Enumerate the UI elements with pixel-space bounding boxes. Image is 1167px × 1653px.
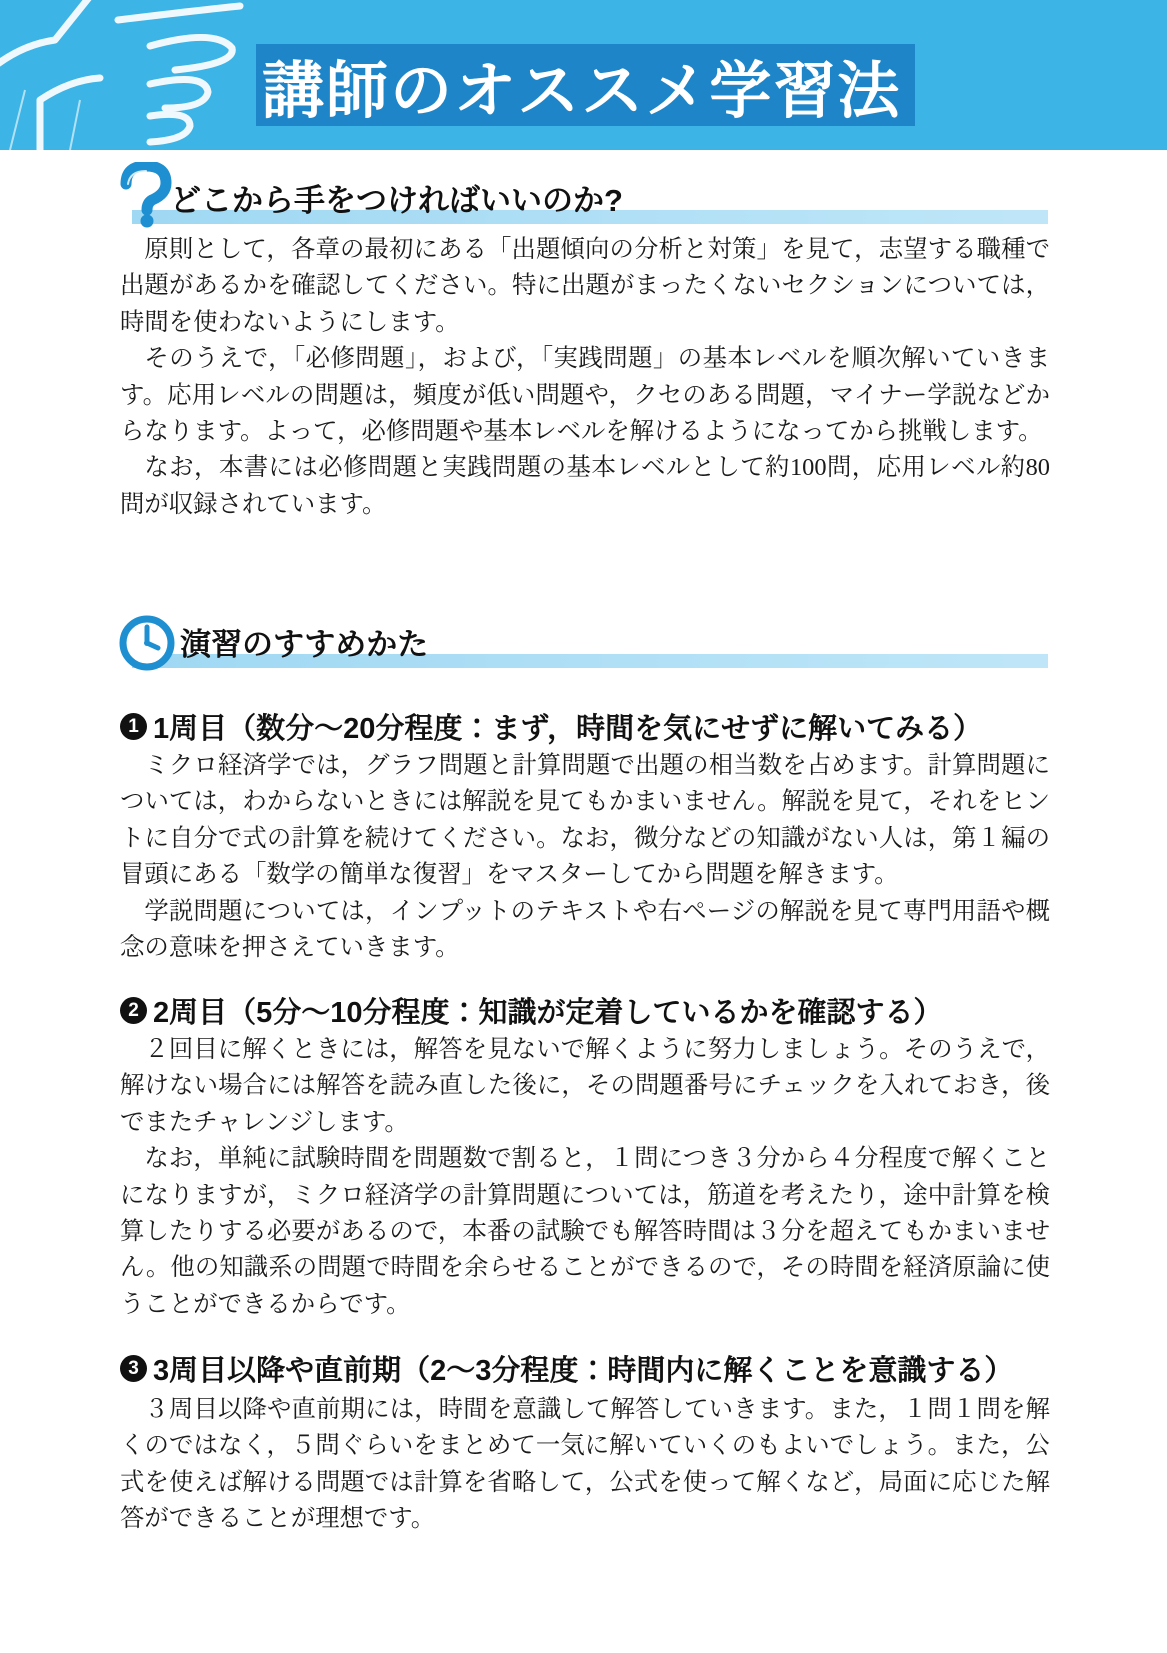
section-header-how-to-practice [118,612,1048,668]
step-heading-text: 1周目（数分～20分程度：まず，時間を気にせずに解いてみる） [153,713,983,745]
step-number-badge: 3 [120,1355,147,1382]
clock-icon [118,614,176,672]
step-heading-text: 2周目（5分～10分程度：知識が定着しているかを確認する） [153,997,943,1029]
step-heading-third-round [120,1348,1050,1389]
step-heading-text: 3周目以降や直前期（2～3分程度：時間内に解くことを意識する） [153,1355,1014,1387]
paragraph: 学説問題については，インプットのテキストや右ページの解説を見て専門用語や概念の意味を押さえていきます。 [120,897,1050,962]
section-body-where-to-start [120,232,1050,523]
paragraph: ３周目以降や直前期には，時間を意識して解答していきます。また，１問１問を解くのではなく，５問ぐらいをまとめて一気に解いていくのもよいでしょう。また，公式を使えば解ける問題では計算を省略して，公式を使って解くなど，局面に応じた解答ができることが理想です。 [120,1396,1050,1533]
paragraph: 原則として，各章の最初にある「出題傾向の分析と対策」を見て，志望する職種で出題があるかを確認してください。特に出題がまったくないセクションについては，時間を使わないようにします。 [120,236,1050,336]
section-header-where-to-start [118,168,1048,224]
step-body-third-round [120,1392,1050,1538]
step-body-first-round [120,748,1050,966]
section-title: どこから手をつければいいのか? [170,183,623,218]
step-number-badge: 2 [120,997,147,1024]
pointing-hand-icon [0,0,290,150]
paragraph: ２回目に解くときには，解答を見ないで解くように努力しましょう。そのうえで，解けない場合には解答を読み直した後に，その問題番号にチェックを入れておき，後でまたチャレンジします。 [120,1036,1050,1136]
section-title: 演習のすすめかた [180,627,429,662]
paragraph: ミクロ経済学では，グラフ問題と計算問題で出題の相当数を占めます。計算問題については，わからないときには解説を見てもかまいません。解説を見て，それをヒントに自分で式の計算を続けてください。なお，微分などの知識がない人は，第１編の冒頭にある「数学の簡単な復習」をマスターしてから問題を解きます。 [120,752,1050,889]
step-heading-first-round [120,706,1050,747]
step-body-second-round [120,1032,1050,1323]
page-title: 講師のオススメ学習法 [256,44,915,126]
paragraph: そのうえで，「必修問題」，および，「実践問題」の基本レベルを順次解いていきます。応用レベルの問題は，頻度が低い問題や，クセのある問題，マイナー学説などからなります。よって，必修問題や基本レベルを解けるようになってから挑戦します。 [120,345,1050,446]
step-number-badge: 1 [120,713,147,740]
question-mark-icon [118,162,174,228]
header-banner [0,0,1167,150]
step-heading-second-round [120,990,1050,1031]
paragraph: なお，本書には必修問題と実践問題の基本レベルとして約100問，応用レベル約80問が収録されています。 [120,454,1050,518]
paragraph: なお，単純に試験時間を問題数で割ると，１問につき３分から４分程度で解くことになりますが，ミクロ経済学の計算問題については，筋道を考えたり，途中計算を検算したりする必要があるので，本番の試験でも解答時間は３分を超えてもかまいません。他の知識系の問題で時間を余らせることができるので，その時間を経済原論に使うことができるからです。 [120,1145,1050,1318]
